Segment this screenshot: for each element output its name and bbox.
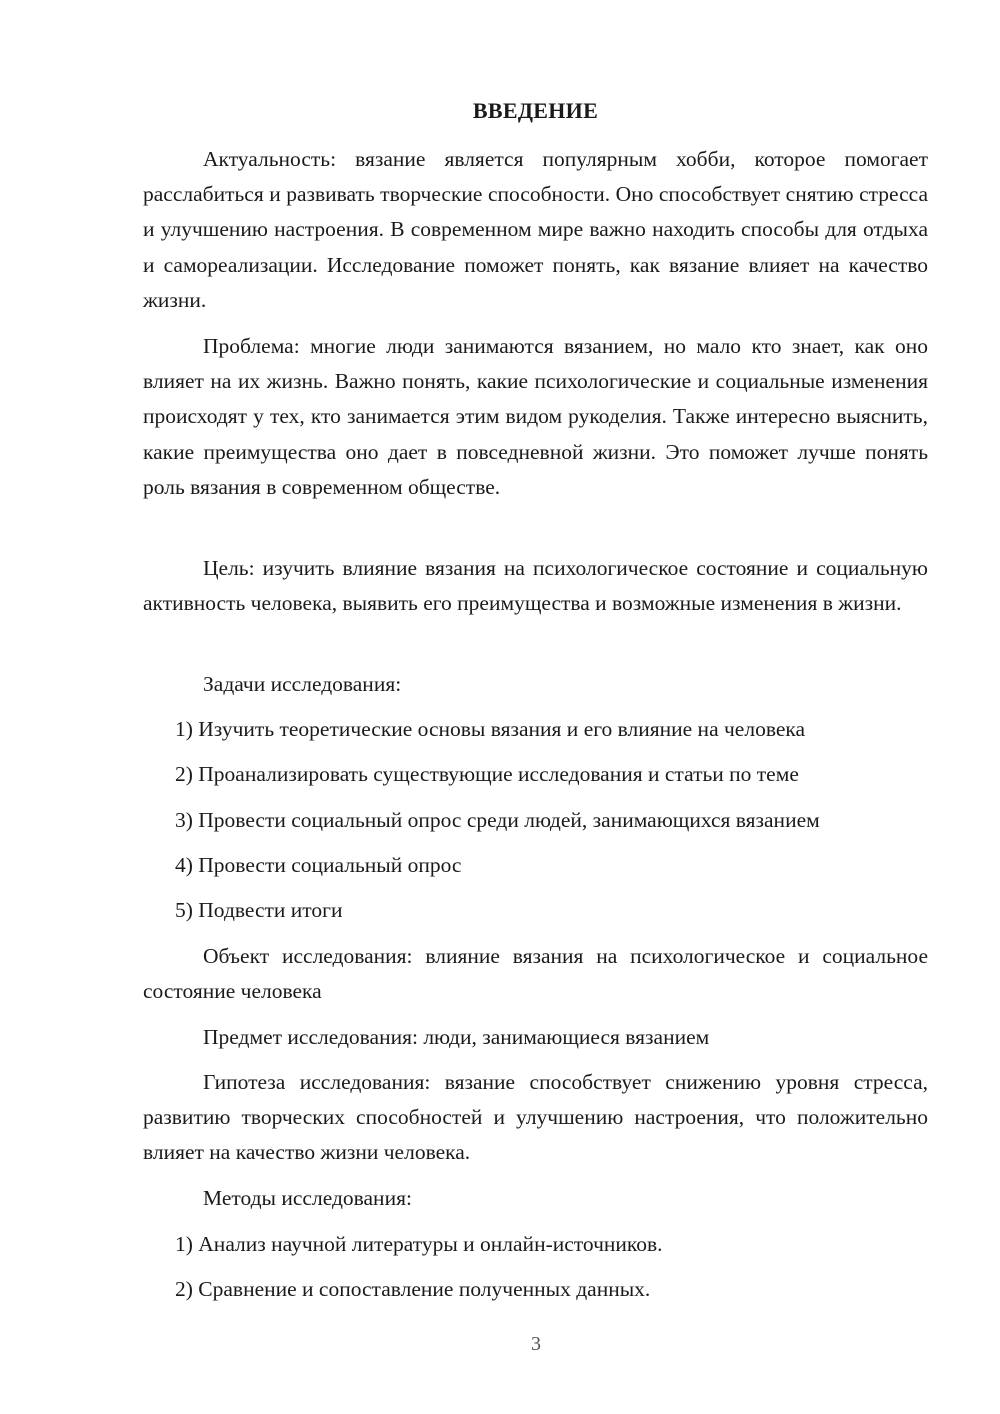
method-item: 2) Сравнение и сопоставление полученных данных. bbox=[175, 1277, 651, 1301]
task-item: 2) Проанализировать существующие исследования и статьи по теме bbox=[175, 762, 799, 786]
page-title: ВВЕДЕНИЕ bbox=[472, 98, 599, 123]
relevance-paragraph: Актуальность: вязание является популярным хобби, которое помогает расслабиться и развивать творческие способности. Оно способствует снятию стресса и улучшению настроения. В современном мире важно находить способы для отдыха и самореализации. Исследование поможет понять, как вязание влияет на качество жизни. bbox=[143, 147, 928, 312]
object-paragraph: Объект исследования: влияние вязания на психологическое и социальное состояние человека bbox=[143, 944, 928, 1004]
task-item: 5) Подвести итоги bbox=[175, 898, 343, 922]
subject-paragraph: Предмет исследования: люди, занимающиеся вязанием bbox=[203, 1025, 710, 1049]
goal-paragraph: Цель: изучить влияние вязания на психологическое состояние и социальную активность человека, выявить его преимущества и возможные изменения в жизни. bbox=[143, 556, 928, 616]
page-number: 3 bbox=[531, 1333, 541, 1355]
task-item: 3) Провести социальный опрос среди людей, занимающихся вязанием bbox=[175, 808, 820, 832]
problem-paragraph: Проблема: многие люди занимаются вязанием, но мало кто знает, как оно влияет на их жизнь. Важно понять, какие психологические и социальные изменения происходят у тех, кто занимается этим видом рукоделия. Также интересно выяснить, какие преимущества оно дает в повседневной жизни. Это поможет лучше понять роль вязания в современном обществе. bbox=[143, 334, 928, 499]
task-item: 1) Изучить теоретические основы вязания и его влияние на человека bbox=[175, 717, 806, 741]
methods-heading: Методы исследования: bbox=[203, 1186, 412, 1210]
tasks-heading: Задачи исследования: bbox=[203, 672, 402, 696]
hypothesis-paragraph: Гипотеза исследования: вязание способствует снижению уровня стресса, развитию творческих способностей и улучшению настроения, что положительно влияет на качество жизни человека. bbox=[143, 1070, 928, 1165]
task-item: 4) Провести социальный опрос bbox=[175, 853, 462, 877]
method-item: 1) Анализ научной литературы и онлайн-источников. bbox=[175, 1232, 663, 1256]
